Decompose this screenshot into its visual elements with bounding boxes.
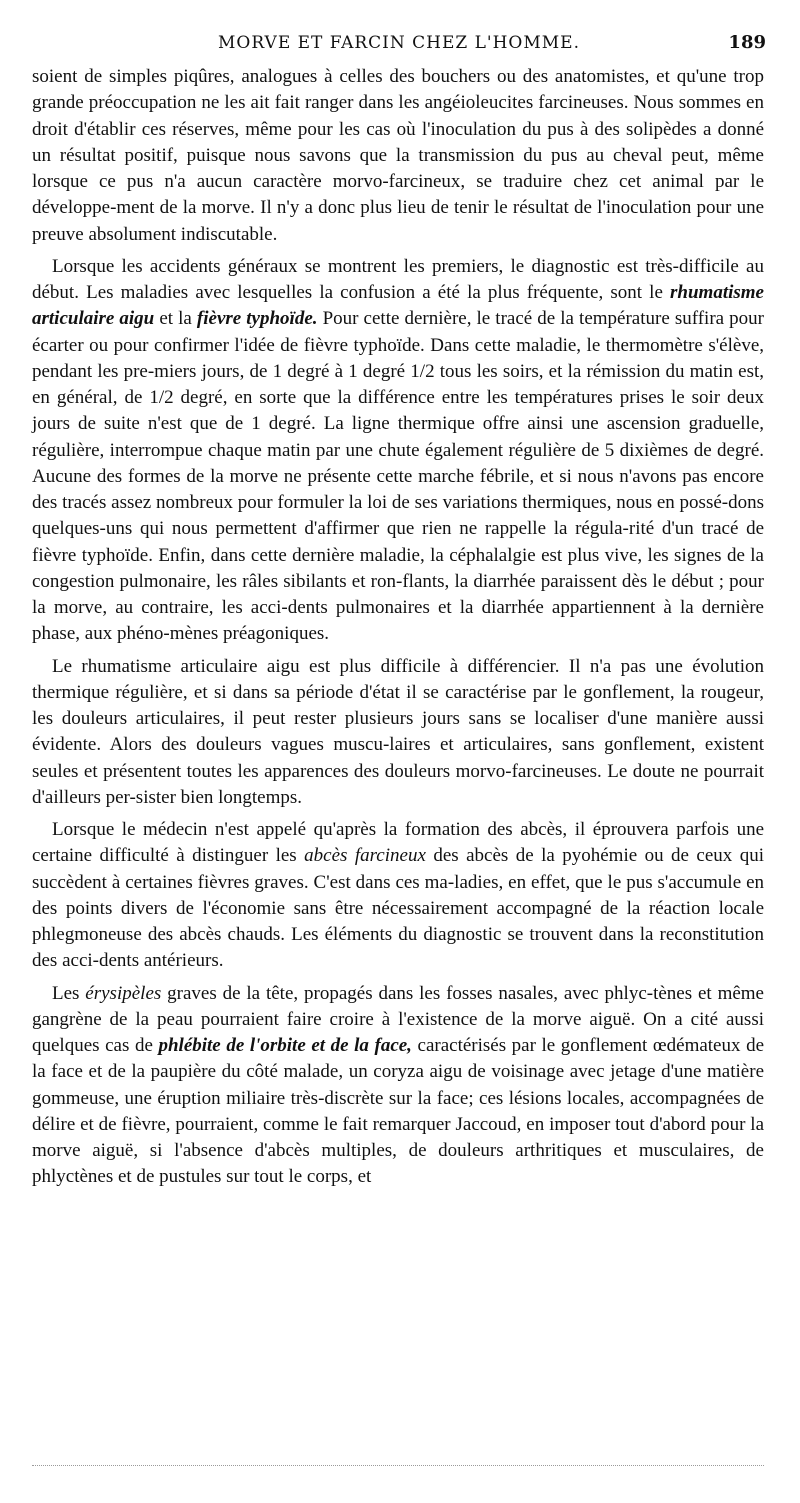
paragraph-text: graves de la tête, propagés dans les fosses nasales, avec phlyc-tènes et même gangrène de la peau pourraient faire croire à l'existence de la morve aiguë. On a cité aussi quelques cas de — [32, 982, 764, 1056]
running-title: MORVE ET FARCIN CHEZ L'HOMME. — [218, 33, 580, 53]
paragraph-4 — [32, 817, 764, 975]
paragraph-5 — [32, 981, 764, 1191]
page-number: 189 — [728, 32, 766, 53]
paragraph-1 — [32, 64, 764, 248]
paragraph-3 — [32, 654, 764, 812]
paragraph-text: Lorsque les accidents généraux se montrent les premiers, le diagnostic est très-difficile au début. Les maladies avec lesquelles la confusion a été la plus fréquente, sont le — [32, 255, 764, 303]
paragraph-text: et la — [154, 308, 197, 330]
emphasis-term: fièvre typhoïde. — [196, 308, 318, 330]
page-header — [32, 30, 766, 56]
emphasis-term: érysipèles — [85, 982, 162, 1004]
paragraph-text: Pour cette dernière, le tracé de la température suffira pour écarter ou pour confirmer l'idée de fièvre typhoïde. Dans cette maladie, le thermomètre s'élève, pendant les pre-miers jours, de 1 degré à 1 degré 1/2 tous les soirs, et la rémission du matin est, en général, de 1/2 degré, en sorte que la différence entre les températures prises le soir deux jours de suite n'est que de 1 degré. La ligne thermique offre ainsi une ascension graduelle, régulière, interrompue chaque matin par une chute également régulière de 5 dixièmes de degré. Aucune des formes de la morve ne présente cette marche fébrile, et si nous n'avons pas encore des tracés assez nombreux pour formuler la loi de ses variations thermiques, nous en possé-dons quelques-uns qui nous permettent d'affirmer que rien ne rappelle la régula-rité d'un tracé de fièvre typhoïde. Enfin, dans cette dernière maladie, la céphalalgie est plus vive, les signes de la congestion pulmonaire, les râles sibilants et ron-flants, la diarrhée paraissent dès le début ; pour la morve, au contraire, les acci-dents pulmonaires et la diarrhée appartiennent à la dernière phase, aux phéno-mènes préagoniques. — [32, 308, 764, 645]
paragraph-text: Le rhumatisme articulaire aigu est plus difficile à différencier. Il n'a pas une évolution thermique régulière, et si dans sa période d'état il se caractérise par le gonflement, la rougeur, les douleurs articulaires, il peut rester plusieurs jours sans se localiser d'une manière aussi évidente. Alors des douleurs vagues muscu-laires et articulaires, sans gonflement, existent seules et présentent toutes les apparences des douleurs morvo-farcineuses. Le doute ne pourrait d'ailleurs per-sister bien longtemps. — [32, 655, 764, 808]
emphasis-term: rhumatisme articulaire aigu — [32, 282, 764, 330]
body-text — [32, 64, 764, 1191]
footer-dotted-rule — [32, 1465, 764, 1466]
paragraph-text: caractérisés par le gonflement œdémateux de la face et de la paupière du côté malade, un coryza aigu de voisinage avec jetage d'une matière gommeuse, une éruption miliaire très-discrète sur la face; ces lésions locales, accompagnées de délire et de fièvre, pourraient, comme le fait remarquer Jaccoud, en imposer tout d'abord pour la morve aiguë, si l'absence d'abcès multiples, de douleurs arthritiques et musculaires, de phlyctènes et de pustules sur tout le corps, et — [32, 1035, 764, 1188]
emphasis-term: abcès farcineux — [304, 845, 426, 867]
paragraph-text: des abcès de la pyohémie ou de ceux qui succèdent à certaines fièvres graves. C'est dans ces ma-ladies, en effet, que le pus s'accumule en des points divers de l'économie sans être nécessairement accompagné de la réaction locale phlegmoneuse des abcès chauds. Les éléments du diagnostic se trouvent dans la reconstitution des acci-dents antérieurs. — [32, 845, 764, 972]
paragraph-text: soient de simples piqûres, analogues à celles des bouchers ou des anatomistes, et qu'une trop grande préoccupation ne les ait fait ranger dans les angéioleucites farcineuses. Nous sommes en droit d'établir ces réserves, même pour les cas où l'inoculation du pus à des solipèdes a donné un résultat positif, puisque nous savons que la transmission du pus au cheval peut, même lorsque ce pus n'a aucun caractère morvo-farcineux, se traduire chez cet animal par le développe-ment de la morve. Il n'y a donc plus lieu de tenir le résultat de l'inoculation pour une preuve absolument indiscutable. — [32, 66, 764, 245]
emphasis-term: phlébite de l'orbite et de la face, — [158, 1035, 412, 1056]
paragraph-2 — [32, 254, 764, 648]
paragraph-text: Lorsque le médecin n'est appelé qu'après la formation des abcès, il éprouvera parfois une certaine difficulté à distinguer les — [32, 819, 764, 867]
paragraph-text: Les — [52, 982, 86, 1004]
